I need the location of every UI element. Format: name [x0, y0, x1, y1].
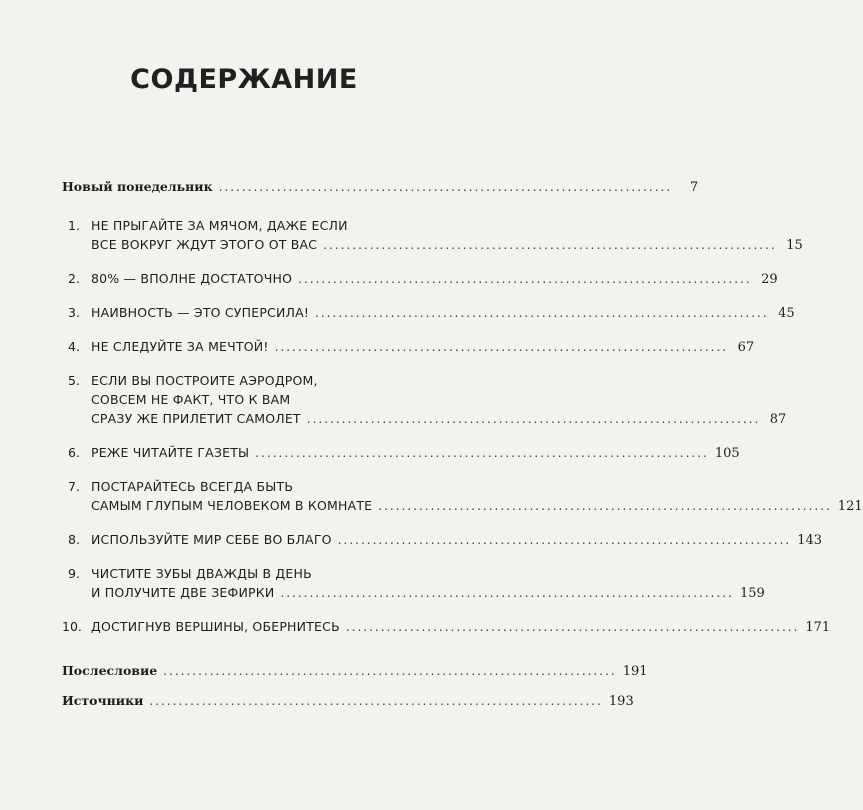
toc-entry-title-line: 80% — ВПОЛНЕ ДОСТАТОЧНО	[91, 271, 293, 286]
dot-leader: ..............................................................................	[218, 180, 673, 194]
toc-page-number: 87	[769, 412, 787, 427]
toc-page-number: 15	[786, 238, 803, 253]
toc-entry-title-line: СРАЗУ ЖЕ ПРИЛЕТИТ САМОЛЕТ	[91, 411, 301, 426]
toc-page-number: 29	[761, 272, 778, 287]
dot-leader: ..............................................................................	[306, 412, 761, 426]
toc-entry-chapter-6[interactable]	[62, 443, 740, 463]
toc-entry-chapter-7[interactable]	[62, 477, 863, 516]
chapter-number: 10.	[62, 619, 82, 634]
toc-entry-title: Новый понедельник	[62, 179, 213, 194]
toc-entry-title-line: ЧИСТИТЕ ЗУБЫ ДВАЖДЫ В ДЕНЬ	[91, 566, 312, 581]
chapter-number: 3.	[68, 305, 80, 320]
dot-leader: ..............................................................................	[315, 306, 769, 320]
dot-leader: ..............................................................................	[323, 238, 777, 252]
dot-leader: ..............................................................................	[280, 586, 734, 600]
dot-leader: ..............................................................................	[255, 446, 709, 460]
toc-page-number: 191	[622, 664, 648, 679]
toc-entry-title-line: ЕСЛИ ВЫ ПОСТРОИТЕ АЭРОДРОМ,	[91, 373, 318, 388]
dot-leader: ..............................................................................	[345, 620, 800, 634]
chapter-number: 7.	[68, 479, 80, 494]
toc-entry-chapter-9[interactable]	[62, 564, 765, 603]
chapter-number: 5.	[68, 373, 80, 388]
toc-page-number: 143	[797, 533, 823, 548]
toc-entry-title-line: НЕ СЛЕДУЙТЕ ЗА МЕЧТОЙ!	[91, 339, 269, 354]
toc-entry-title-line: И ПОЛУЧИТЕ ДВЕ ЗЕФИРКИ	[91, 585, 275, 600]
toc-entry-chapter-10[interactable]	[62, 617, 831, 637]
toc-entry-title-line: ИСПОЛЬЗУЙТЕ МИР СЕБЕ ВО БЛАГО	[91, 532, 332, 547]
toc-page-number: 159	[739, 586, 765, 601]
dot-leader: ..............................................................................	[149, 694, 603, 708]
dot-leader: ..............................................................................	[337, 533, 792, 547]
page-title: СОДЕРЖАНИЕ	[130, 64, 358, 95]
table-of-contents	[62, 177, 863, 711]
toc-entry-title: Послесловие	[62, 663, 158, 678]
toc-entry-chapter-5[interactable]	[62, 371, 787, 429]
toc-entry-title-line: НЕ ПРЫГАЙТЕ ЗА МЯЧОМ, ДАЖЕ ЕСЛИ	[91, 218, 348, 233]
toc-entry-title-line: САМЫМ ГЛУПЫМ ЧЕЛОВЕКОМ В КОМНАТЕ	[91, 498, 373, 513]
chapter-number: 8.	[68, 532, 80, 547]
toc-entry-title-line: СОВСЕМ НЕ ФАКТ, ЧТО К ВАМ	[91, 392, 291, 407]
toc-page-number: 7	[689, 180, 699, 195]
chapter-number: 9.	[68, 566, 80, 581]
toc-entry-afterword[interactable]	[62, 661, 648, 681]
toc-entry-title: Источники	[62, 693, 144, 708]
toc-page-number: 45	[778, 306, 795, 321]
chapter-number: 1.	[68, 218, 80, 233]
chapter-number: 6.	[68, 445, 80, 460]
toc-entry-chapter-8[interactable]	[62, 530, 823, 550]
toc-entry-chapter-4[interactable]	[62, 337, 755, 357]
dot-leader: ..............................................................................	[274, 340, 729, 354]
toc-entry-chapter-2[interactable]	[62, 269, 778, 289]
toc-entry-chapter-1[interactable]	[62, 216, 803, 255]
toc-entry-sources[interactable]	[62, 691, 634, 711]
toc-entry-title-line: НАИВНОСТЬ — ЭТО СУПЕРСИЛА!	[91, 305, 310, 320]
toc-page-number: 105	[714, 446, 740, 461]
dot-leader: ..............................................................................	[163, 664, 617, 678]
toc-entry-title-line: ДОСТИГНУВ ВЕРШИНЫ, ОБЕРНИТЕСЬ	[91, 619, 340, 634]
toc-entry-title-line: ВСЕ ВОКРУГ ЖДУТ ЭТОГО ОТ ВАС	[91, 237, 318, 252]
toc-entry-chapter-3[interactable]	[62, 303, 795, 323]
toc-page-number: 193	[608, 694, 634, 709]
dot-leader: ..............................................................................	[298, 272, 752, 286]
toc-page-number: 67	[737, 340, 755, 355]
toc-page-number: 121	[837, 499, 863, 514]
toc-page-number: 171	[805, 620, 831, 635]
toc-entry-title-line: ПОСТАРАЙТЕСЬ ВСЕГДА БЫТЬ	[91, 479, 294, 494]
toc-entry-new-monday[interactable]	[62, 177, 699, 197]
chapter-number: 2.	[68, 271, 80, 286]
chapter-number: 4.	[68, 339, 80, 354]
toc-entry-title-line: РЕЖЕ ЧИТАЙТЕ ГАЗЕТЫ	[91, 445, 250, 460]
dot-leader: ..............................................................................	[378, 499, 832, 513]
